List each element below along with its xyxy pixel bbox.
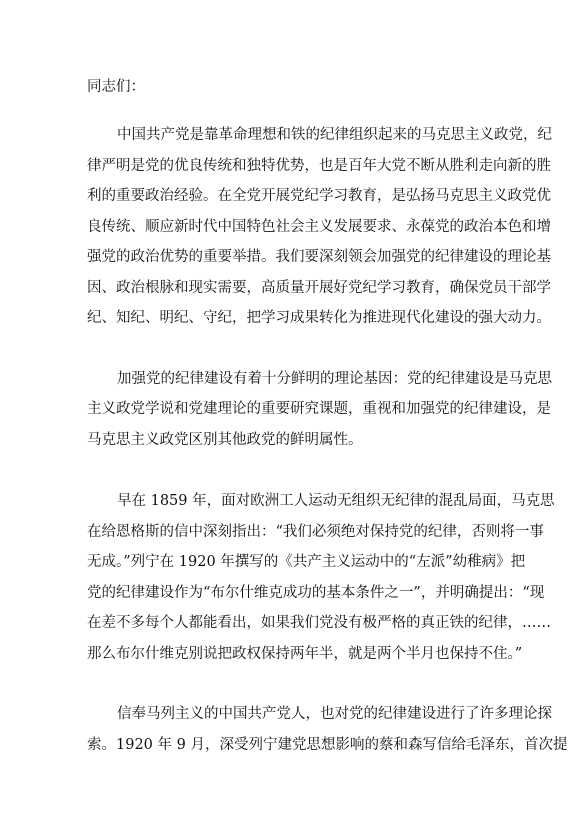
paragraph-2-line-1: 加强党的纪律建设有着十分鲜明的理论基因：党的纪律建设是马克思 xyxy=(117,371,552,387)
paragraph-1-line-7: 纪、知纪、明纪、守纪，把学习成果转化为推进现代化建设的强大动力。 xyxy=(87,310,551,326)
paragraph-4-line-2: 索。1920 年 9 月，深受列宁建党思想影响的蔡和森写信给毛泽东，首次提 xyxy=(87,737,568,753)
salutation: 同志们： xyxy=(87,79,145,95)
paragraph-3-line-4: 党的纪律建设作为“布尔什维克成功的基本条件之一”，并明确提出：“现 xyxy=(87,585,545,601)
paragraph-3-line-3: 无成。”列宁在 1920 年撰写的《共产主义运动中的“左派”幼稚病》把 xyxy=(87,554,526,570)
paragraph-1-line-6: 因、政治根脉和现实需要，高质量开展好党纪学习教育，确保党员干部学 xyxy=(87,280,551,296)
paragraph-1-line-3: 利的重要政治经验。在全党开展党纪学习教育，是弘扬马克思主义政党优 xyxy=(87,188,551,204)
paragraph-1-line-2: 律严明是党的优良传统和独特优势，也是百年大党不断从胜利走向新的胜 xyxy=(87,158,551,174)
paragraph-3-line-5: 在差不多每个人都能看出，如果我们党没有极严格的真正铁的纪律，…… xyxy=(87,615,551,631)
paragraph-3-line-2: 在给恩格斯的信中深刻指出：“我们必须绝对保持党的纪律，否则将一事 xyxy=(87,524,544,540)
paragraph-1-line-1: 中国共产党是靠革命理想和铁的纪律组织起来的马克思主义政党，纪 xyxy=(117,127,552,143)
paragraph-2-line-2: 主义政党学说和党建理论的重要研究课题，重视和加强党的纪律建设，是 xyxy=(87,401,551,417)
paragraph-3-line-1: 早在 1859 年，面对欧洲工人运动无组织无纪律的混乱局面，马克思 xyxy=(117,493,555,509)
paragraph-1-line-4: 良传统、顺应新时代中国特色社会主义发展要求、永葆党的政治本色和增 xyxy=(87,219,551,235)
paragraph-4-line-1: 信奉马列主义的中国共产党人，也对党的纪律建设进行了许多理论探 xyxy=(117,706,552,722)
paragraph-1-line-5: 强党的政治优势的重要举措。我们要深刻领会加强党的纪律建设的理论基 xyxy=(87,249,551,265)
paragraph-3-line-6: 那么布尔什维克别说把政权保持两年半，就是两个半月也保持不住。” xyxy=(87,646,523,662)
paragraph-2-line-3: 马克思主义政党区别其他政党的鲜明属性。 xyxy=(87,432,363,448)
